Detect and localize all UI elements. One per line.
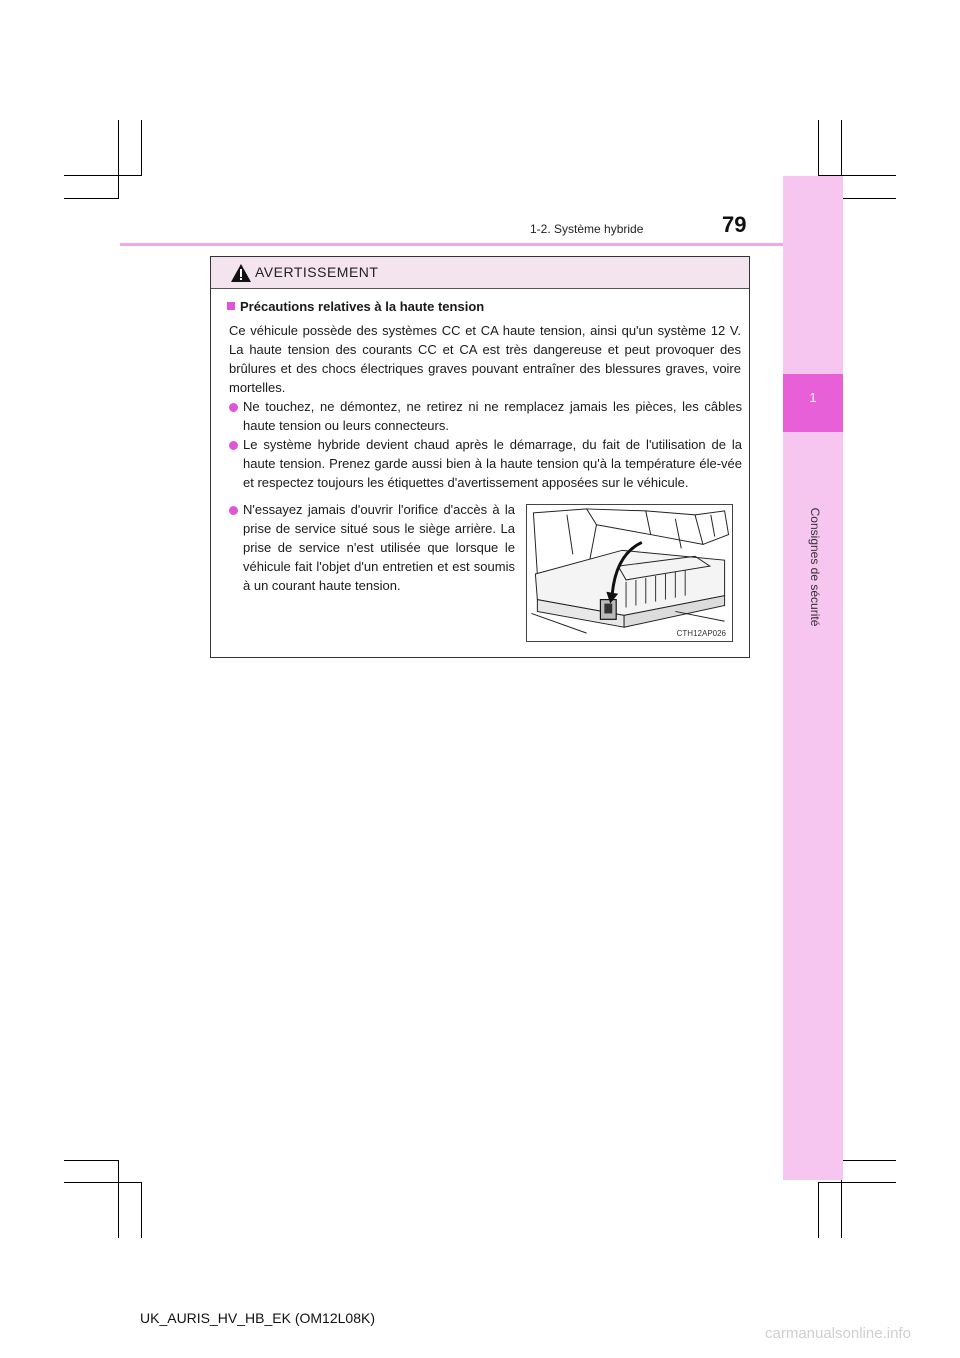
warning-triangle-icon — [230, 263, 252, 283]
crop-mark — [64, 175, 142, 176]
crop-mark — [818, 1182, 896, 1183]
watermark: carmanualsonline.info — [765, 1325, 911, 1342]
chapter-label: Consignes de sécurité — [808, 507, 822, 627]
warning-heading-text: Précautions relatives à la haute tension — [240, 299, 485, 314]
side-tab-band — [783, 176, 843, 1180]
header-rule — [120, 243, 783, 246]
rear-seat-illustration — [527, 505, 732, 641]
crop-mark — [818, 120, 819, 175]
bullet-dot-icon — [229, 441, 238, 450]
document-code: UK_AURIS_HV_HB_EK (OM12L08K) — [140, 1310, 375, 1326]
chapter-number: 1 — [809, 390, 817, 405]
warning-bullet: N'essayez jamais d'ouvrir l'orifice d'accès à la prise de service situé sous le siège arrière. La prise de service n'est utilisée que lorsque le véhicule fait l'objet d'un entretien et est soumis à un courant haute tension. — [243, 502, 515, 593]
bullet-dot-icon — [229, 506, 238, 515]
warning-heading — [227, 299, 484, 314]
warning-header — [211, 257, 749, 289]
warning-title: AVERTISSEMENT — [255, 264, 379, 280]
crop-mark — [118, 1160, 119, 1238]
crop-mark — [64, 1182, 142, 1183]
crop-mark — [841, 1160, 896, 1161]
warning-box — [210, 256, 750, 658]
square-bullet-icon — [227, 302, 235, 310]
section-title: 1-2. Système hybride — [530, 222, 644, 236]
crop-mark — [841, 198, 896, 199]
warning-intro: Ce véhicule possède des systèmes CC et CA haute tension, ainsi qu'un système 12 V. La haute tension des courants CC et CA est très dangereuse et peut provoquer des brûlures et des chocs électriques graves pouvant entraîner des blessures graves, voire mortelles. — [229, 323, 741, 395]
crop-mark — [64, 1160, 119, 1161]
chapter-tab — [783, 374, 843, 432]
bullet-dot-icon — [229, 403, 238, 412]
chapter-label-wrap — [785, 507, 845, 627]
page-number: 79 — [722, 212, 747, 237]
figure-caption: CTH12AP026 — [676, 629, 726, 638]
crop-mark — [64, 198, 119, 199]
crop-mark — [818, 1182, 819, 1238]
crop-mark — [141, 1182, 142, 1238]
crop-mark — [141, 120, 142, 175]
service-plug-figure — [526, 504, 733, 642]
warning-bullet: Ne touchez, ne démontez, ne retirez ni ne remplacez jamais les pièces, les câbles haute tension ou leurs connecteurs. — [243, 399, 742, 433]
crop-mark — [118, 120, 119, 198]
warning-bullet: Le système hybride devient chaud après le démarrage, du fait de l'utilisation de la haute tension. Prenez garde aussi bien à la haute tension qu'à la température éle-vée et respectez toujours les étiquettes d'avertissement apposées sur le véhicule. — [243, 437, 742, 490]
